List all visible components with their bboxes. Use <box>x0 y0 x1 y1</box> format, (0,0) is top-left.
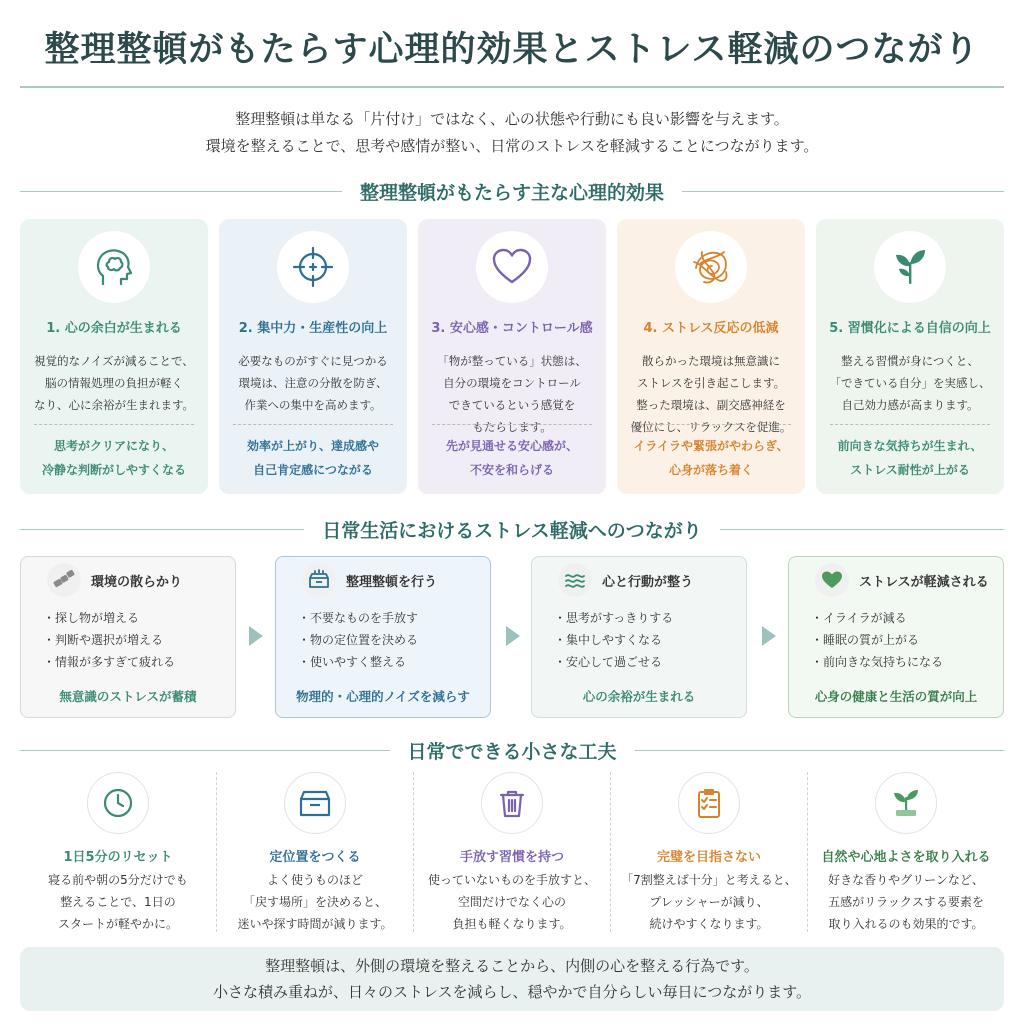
effect-body: 整える習慣が身につくと、 「できている自分」を実感し、 自己効力感が高まります。 <box>829 354 991 412</box>
section-heading-text: 日常生活におけるストレス軽減へのつながり <box>322 519 702 542</box>
list-item: ・判断や選択が増える <box>43 633 164 647</box>
intro-text <box>0 106 1024 160</box>
tip-title: 定位置をつくる <box>269 850 361 865</box>
potted-plant-icon <box>888 785 924 821</box>
flow-arrow-2 <box>506 626 520 646</box>
list-item: ・前向きな気持ちになる <box>811 655 944 669</box>
tip-body: 使っていないものを手放すと、 空間だけでなく心の 負担も軽くなります。 <box>427 873 596 931</box>
card-divider <box>34 424 194 425</box>
tip-reset <box>20 772 216 932</box>
flow-result: 心身の健康と生活の質が向上 <box>814 689 978 704</box>
tip-title: 完璧を目指さない <box>656 850 761 865</box>
flow-title: 心と行動が整う <box>602 574 694 590</box>
storage-box-icon <box>297 785 333 821</box>
list-item: ・使いやすく整える <box>298 655 407 669</box>
card-divider <box>233 424 393 425</box>
tip-not-perfect <box>610 772 807 932</box>
list-item: ・探し物が増える <box>43 611 140 625</box>
effect-result: 前向きな気持ちが生まれ、 ストレス耐性が上がる <box>837 439 983 477</box>
list-item: ・イライラが減る <box>811 611 907 625</box>
effect-card-1 <box>20 219 208 494</box>
flow-card-clutter <box>20 556 236 718</box>
title-divider <box>20 86 1004 88</box>
flow-list <box>532 607 746 673</box>
section-heading-effects <box>20 176 1004 206</box>
tip-body: よく使うものほど 「戻す場所」を決めると、 迷いや探す時間が減ります。 <box>237 873 393 931</box>
flow-list <box>21 607 235 673</box>
card-divider <box>432 424 592 425</box>
tip-let-go <box>413 772 610 932</box>
flow-arrow-1 <box>249 626 263 646</box>
storage-box-icon <box>307 568 331 592</box>
effect-title: 1. 心の余白が生まれる <box>46 321 182 336</box>
effect-result: 先が見通せる安心感が、 不安を和らげる <box>445 439 578 477</box>
effect-result: 思考がクリアになり、 冷静な判断がしやすくなる <box>41 439 186 477</box>
flow-title: ストレスが軽減される <box>859 574 989 590</box>
effect-body: 視覚的なノイズが減ることで、 脳の情報処理の負担が軽く なり、心に余裕が生まれます。 <box>33 354 195 412</box>
section-heading-flow <box>20 514 1004 544</box>
tip-body: 寝る前や朝の5分だけでも 整えることで、1日の スタートが軽やかに。 <box>48 873 188 931</box>
intro-line-2: 環境を整えることで、思考や感情が整い、日常のストレスを軽減することにつながります。 <box>205 137 819 155</box>
tip-body: 「7割整えば十分」と考えると、 プレッシャーが減り、 続けやすくなります。 <box>621 873 797 931</box>
flow-title: 整理整頓を行う <box>346 574 438 590</box>
effect-body: 必要なものがすぐに見つかる 環境は、注意の分散を防ぎ、 作業への集中を高めます。 <box>238 354 388 412</box>
tip-body: 好きな香りやグリーンなど、 五感がリラックスする要素を 取り入れるのも効果的です。 <box>828 873 984 931</box>
effect-card-5 <box>816 219 1004 494</box>
flow-card-mind <box>531 556 747 718</box>
flow-title: 環境の散らかり <box>91 574 183 590</box>
tips-row <box>20 772 1004 932</box>
effect-title: 4. ストレス反応の低減 <box>643 321 779 336</box>
effect-title: 5. 習慣化による自信の向上 <box>829 321 991 336</box>
list-item: ・情報が多すぎて疲れる <box>43 655 176 669</box>
list-item: ・物の定位置を決める <box>298 633 419 647</box>
clock-icon <box>101 786 135 820</box>
tip-title: 自然や心地よさを取り入れる <box>821 850 991 865</box>
effect-result: 効率が上がり、達成感や 自己肯定感につながる <box>246 439 379 477</box>
summary-box <box>20 947 1004 1011</box>
flow-list <box>789 607 1003 673</box>
card-divider <box>631 424 791 425</box>
flow-result: 物理的・心理的ノイズを減らす <box>296 689 470 704</box>
effect-title: 2. 集中力・生産性の向上 <box>238 321 388 336</box>
tip-fixed-place <box>216 772 413 932</box>
effect-title: 3. 安心感・コントロール感 <box>431 321 593 336</box>
checklist-icon <box>692 786 726 820</box>
page-title: 整理整頓がもたらす心理的効果とストレス軽減のつながり <box>44 29 980 70</box>
effect-card-3 <box>418 219 606 494</box>
effect-card-2 <box>219 219 407 494</box>
scattered-items-icon <box>52 568 76 592</box>
heart-icon <box>489 244 535 290</box>
tip-title: 手放す習慣を持つ <box>459 850 564 865</box>
list-item: ・集中しやすくなる <box>554 633 663 647</box>
brain-head-icon <box>91 244 137 290</box>
flow-result: 心の余裕が生まれる <box>582 689 696 704</box>
heart-icon <box>820 568 844 592</box>
intro-line-1: 整理整頓は単なる「片付け」ではなく、心の状態や行動にも良い影響を与えます。 <box>235 110 789 128</box>
flow-result: 無意識のストレスが蓄積 <box>59 689 197 704</box>
target-crosshair-icon <box>290 244 336 290</box>
list-item: ・安心して過ごせる <box>554 655 663 669</box>
tangled-lines-icon <box>688 244 734 290</box>
list-item: ・睡眠の質が上がる <box>811 633 920 647</box>
tip-nature <box>807 772 1004 932</box>
list-item: ・不要なものを手放す <box>298 611 419 625</box>
summary-line-2: 小さな積み重ねが、日々のストレスを減らし、穏やかで自分らしい毎日につながります。 <box>212 983 812 1001</box>
section-heading-tips <box>20 735 1004 765</box>
flow-card-organize <box>275 556 491 718</box>
trash-bin-icon <box>495 786 529 820</box>
effects-row <box>20 219 1004 494</box>
effect-result: イライラや緊張がやわらぎ、 心身が落ち着く <box>633 439 789 477</box>
tip-title: 1日5分のリセット <box>63 850 173 865</box>
waves-icon <box>563 568 587 592</box>
list-item: ・思考がすっきりする <box>554 611 674 625</box>
section-heading-text: 日常でできる小さな工夫 <box>407 740 617 763</box>
sprout-icon <box>887 244 933 290</box>
flow-list <box>276 607 490 673</box>
section-heading-text: 整理整頓がもたらす主な心理的効果 <box>360 181 665 204</box>
flow-card-relief <box>788 556 1004 718</box>
flow-arrow-3 <box>762 626 776 646</box>
stress-flow <box>20 556 1004 718</box>
effect-body: 「物が整っている」状態は、 自分の環境をコントロール できているという感覚を もたらします。 <box>437 354 587 434</box>
card-divider <box>830 424 990 425</box>
effect-card-4 <box>617 219 805 494</box>
summary-line-1: 整理整頓は、外側の環境を整えることから、内側の心を整える行為です。 <box>265 957 759 975</box>
effect-body: 散らかった環境は無意識に ストレスを引き起こします。 整った環境は、副交感神経を 優位にし、リラックスを促進。 <box>630 354 792 434</box>
